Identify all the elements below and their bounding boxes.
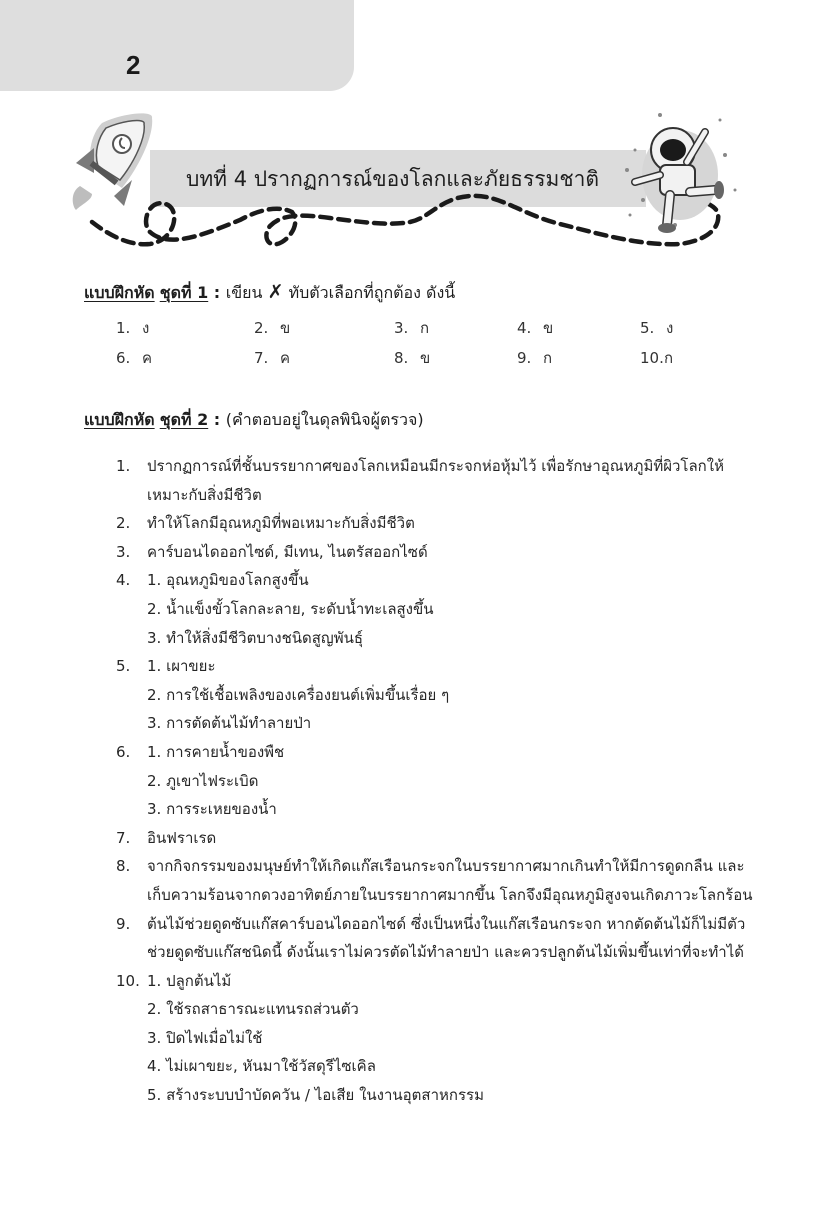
list-item: 2. ทำให้โลกมีอุณหภูมิที่พอเหมาะกับสิ่งมีชีวิต — [116, 514, 415, 533]
list-item: 5. 1. เผาขยะ 2. การใช้เชื้อเพลิงของเครื่องยนต์เพิ่มขึ้นเรื่อย ๆ 3. การตัดต้นไม้ทำลายป่า — [116, 657, 450, 733]
section2-heading: แบบฝึกหัด ชุดที่ 2 : (คำตอบอยู่ในดุลพินิจผู้ตรวจ) — [84, 410, 424, 429]
astronaut-icon — [615, 100, 745, 240]
list-item: 6. 1. การคายน้ำของพืช 2. ภูเขาไฟระเบิด 3. การระเหยของน้ำ — [116, 742, 285, 819]
answer-item: 1. ง — [116, 319, 150, 337]
set-label: ชุดที่ 1 — [159, 283, 209, 302]
answer-item: 3. ก — [394, 319, 430, 337]
rocket-icon — [62, 108, 162, 228]
exercise-label: แบบฝึกหัด — [84, 283, 155, 302]
section1-heading: แบบฝึกหัด ชุดที่ 1 : เขียน ✗ ทับตัวเลือกที่ถูกต้อง ดังนี้ — [84, 281, 456, 303]
answer-item: 8. ข — [394, 349, 431, 367]
answer-item: 7. ค — [254, 349, 291, 367]
page-number: 2 — [126, 50, 141, 80]
list-item: 1. ปรากฏการณ์ที่ชั้นบรรยากาศของโลกเหมือนมีกระจกห่อหุ้มไว้ เพื่อรักษาอุณหภูมิที่ผิวโลกให้ เหมาะกับสิ่งมีชีวิต — [116, 457, 724, 504]
exercise-label: แบบฝึกหัด — [84, 410, 155, 429]
list-item: 9. ต้นไม้ช่วยดูดซับแก๊สคาร์บอนไดออกไซด์ ซึ่งเป็นหนึ่งในแก๊สเรือนกระจก หากตัดต้นไม้ก็ไม่มีตัว ช่วยดูดซับแก๊สชนิดนี้ ดังนั้นเราไม่ควรตัดไม้ทำลายป่า และควรปลูกต้นไม้เพิ่มขึ้นเท่าที่จะทำได้ — [116, 914, 746, 962]
list-item: 8. จากกิจกรรมของมนุษย์ทำให้เกิดแก๊สเรือนกระจกในบรรยากาศมากเกินทำให้มีการดูดกลืน และ เก็บความร้อนจากดวงอาทิตย์ภายในบรรยากาศมากขึ้น โลกจึงมีอุณหภูมิสูงจนเกิดภาวะโลกร้อน — [116, 857, 753, 904]
answer-list — [116, 452, 756, 1110]
answer-item: 10. ก — [640, 349, 674, 367]
list-item: 10. 1. ปลูกต้นไม้ 2. ใช้รถสาธารณะแทนรถส่วนตัว 3. ปิดไฟเมื่อไม่ใช้ 4. ไม่เผาขยะ, หันมาใช้วัสดุรีไซเคิล 5. สร้างระบบบำบัดควัน / ไอเสีย ในงานอุตสาหกรรม — [116, 971, 484, 1105]
list-item: 7. อินฟราเรด — [116, 828, 217, 847]
answer-item: 6. ค — [116, 349, 153, 367]
answer-item: 4. ข — [517, 319, 554, 337]
grader-note: (คำตอบอยู่ในดุลพินิจผู้ตรวจ) — [225, 410, 424, 429]
x-mark-icon: ✗ — [267, 281, 284, 303]
set-label: ชุดที่ 2 — [159, 410, 209, 429]
answer-item: 9. ก — [517, 349, 553, 367]
list-item: 4. 1. อุณหภูมิของโลกสูงขึ้น 2. น้ำแข็งขั้วโลกละลาย, ระดับน้ำทะเลสูงขึ้น 3. ทำให้สิ่งมีชีวิตบางชนิดสูญพันธุ์ — [116, 571, 434, 647]
answer-item: 5. ง — [640, 319, 674, 337]
list-item: 3. คาร์บอนไดออกไซด์, มีเทน, ไนตรัสออกไซด์ — [116, 542, 428, 561]
answer-key-grid — [116, 318, 716, 368]
chapter-title: บทที่ 4 ปรากฏการณ์ของโลกและภัยธรรมชาติ — [186, 167, 600, 191]
answer-item: 2. ข — [254, 319, 291, 337]
